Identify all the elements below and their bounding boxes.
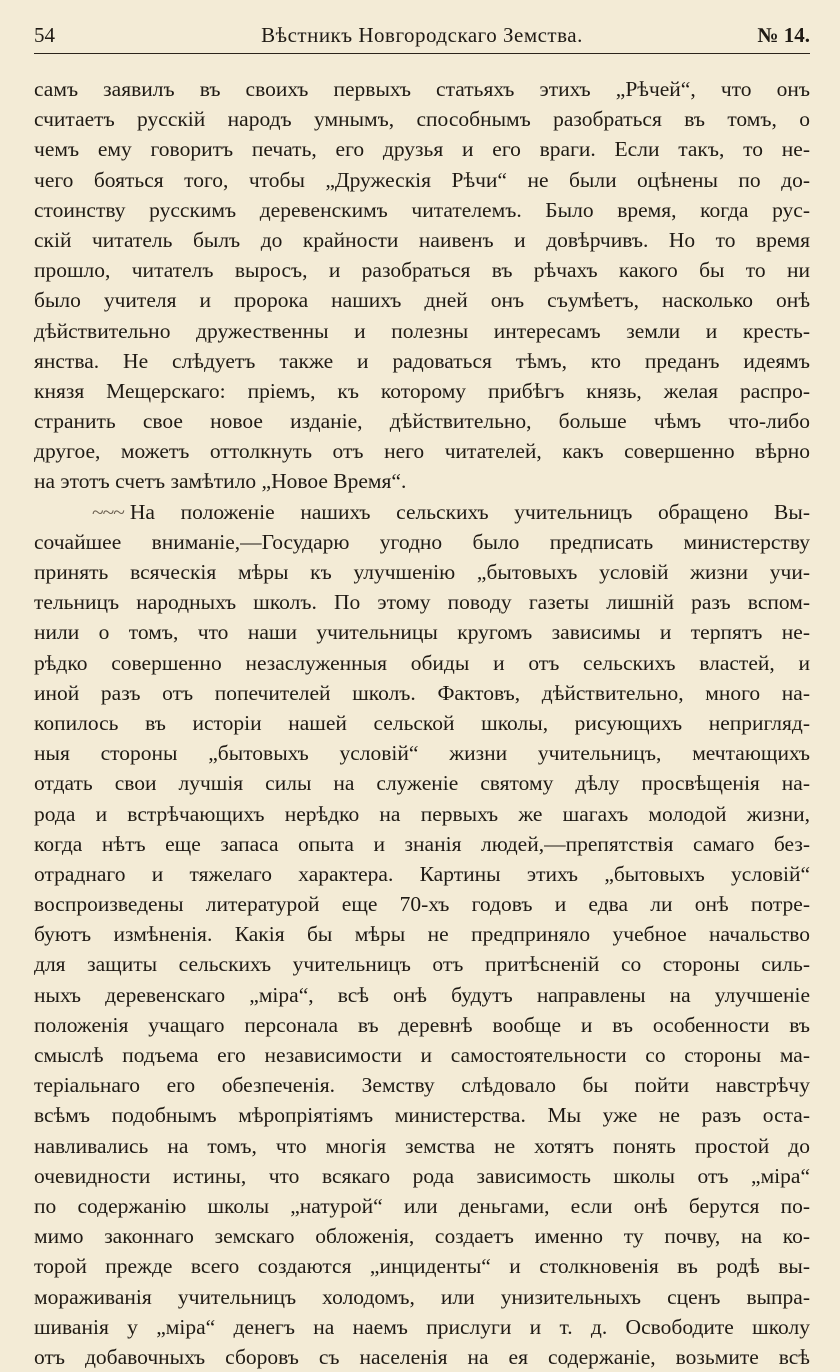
- text-line: другое, можетъ оттолкнуть отъ него читателей, какъ совершенно вѣрно: [34, 439, 810, 464]
- text-line: ныхъ деревенскаго „міра“, всѣ онѣ будутъ направлены на улучшеніе: [34, 982, 810, 1007]
- text-line: принять всяческія мѣры къ улучшенію „бытовыхъ условій жизни учи-: [34, 560, 810, 584]
- text-line: чемъ ему говоритъ печать, его друзья и его враги. Если такъ, то не-: [34, 137, 810, 162]
- article-text: [34, 74, 810, 1372]
- text-line: мораживанія учительницъ холодомъ, или унизительныхъ сценъ выпра-: [34, 1284, 810, 1309]
- text-line: чего бояться того, чтобы „Дружескія Рѣчи“ не были оцѣнены по до-: [34, 167, 810, 192]
- text-line: иной разъ отъ попечителей школъ. Фактовъ, дѣйствительно, много на-: [34, 680, 810, 705]
- text-line: положенія учащаго персонала въ деревнѣ вообще и въ особенности въ: [34, 1012, 810, 1037]
- text-line: на этотъ счетъ замѣтило „Новое Время“.: [34, 469, 407, 494]
- text-line: янства. Не слѣдуетъ также и радоваться тѣмъ, кто преданъ идеямъ: [34, 348, 810, 373]
- text-line: смыслѣ подъема его независимости и самостоятельности со стороны ма-: [34, 1043, 810, 1067]
- text-line: когда нѣтъ еще запаса опыта и знанія людей,—препятствія самаго без-: [34, 831, 810, 856]
- text-line: было учителя и пророка нашихъ дней онъ съумѣетъ, насколько онѣ: [34, 288, 810, 313]
- text-line: отъ добавочныхъ сборовъ съ населенія на ея содержаніе, возьмите всѣ: [34, 1344, 810, 1369]
- text-line-content: На положеніе нашихъ сельскихъ учительницъ обращено Вы-: [129, 499, 810, 524]
- text-line: рѣдко совершенно незаслуженныя обиды и отъ сельскихъ властей, и: [34, 650, 810, 675]
- text-line: считаетъ русскій народъ умнымъ, способнымъ разобраться въ томъ, о: [34, 107, 810, 132]
- issue-number: № 14.: [757, 23, 810, 47]
- text-line: самъ заявилъ въ своихъ первыхъ статьяхъ этихъ „Рѣчей“, что онъ: [34, 77, 810, 101]
- text-line: очевидности истины, что всякаго рода зависимость школы отъ „міра“: [34, 1163, 810, 1188]
- text-line: навливались на томъ, что многія земства не хотятъ понять простой до: [34, 1133, 810, 1158]
- text-line: прошло, читателъ выросъ, и разобраться въ рѣчахъ какого бы то ни: [34, 258, 810, 283]
- text-line: шиванія у „міра“ денегъ на наемъ прислуги и т. д. Освободите школу: [34, 1314, 810, 1339]
- text-line: дѣйствительно дружественны и полезны интересамъ земли и кресть-: [34, 318, 810, 343]
- text-line: ныя стороны „бытовыхъ условій“ жизни учительницъ, мечтающихъ: [34, 741, 810, 766]
- text-line: сочайшее вниманіе,—Государю угодно было предписать министерству: [34, 529, 810, 554]
- text-line: рода и встрѣчающихъ нерѣдко на первыхъ же шагахъ молодой жизни,: [34, 801, 810, 826]
- text-line: торой прежде всего создаются „инциденты“ и столкновенія въ родѣ вы-: [34, 1254, 810, 1279]
- header-rule: [34, 53, 810, 54]
- text-line: мимо законнаго земскаго обложенія, создаетъ именно ту почву, на ко-: [34, 1224, 810, 1249]
- text-line: странить свое новое изданіе, дѣйствительно, больше чѣмъ что-либо: [34, 409, 810, 434]
- text-line: копилось въ исторіи нашей сельской школы, рисующихъ непригляд-: [34, 710, 810, 735]
- text-line: теріальнаго его обезпеченія. Земству слѣдовало бы пойти навстрѣчу: [34, 1073, 810, 1098]
- text-line: нили о томъ, что наши учительницы кругомъ зависимы и терпятъ не-: [34, 620, 810, 645]
- text-line: буютъ измѣненія. Какія бы мѣры не предприняло учебное начальство: [34, 922, 810, 947]
- text-line: отдать свои лучшія силы на служеніе святому дѣлу просвѣщенія на-: [34, 771, 810, 796]
- text-line: всѣмъ подобнымъ мѣропріятіямъ министерства. Мы уже не разъ оста-: [34, 1103, 810, 1128]
- text-line: воспроизведены литературой еще 70-хъ годовъ и едва ли онѣ потре-: [34, 892, 810, 917]
- text-line: стоинству русскимъ деревенскимъ читателемъ. Было время, когда рус-: [34, 197, 810, 222]
- text-line: тельницъ народныхъ школъ. По этому поводу газеты лишній разъ вспом-: [34, 590, 810, 615]
- page-number: 54: [34, 23, 55, 47]
- text-line: по содержанію школы „натурой“ или деньгами, если онѣ берутся по-: [34, 1193, 810, 1218]
- paragraph-mark: ~~~: [92, 499, 124, 524]
- journal-title: Вѣстникъ Новгородскаго Земства.: [261, 23, 583, 47]
- text-line-first: [34, 497, 810, 527]
- text-line: князя Мещерскаго: пріемъ, къ которому прибѣгъ князь, желая распро-: [34, 378, 810, 403]
- text-line: для защиты сельскихъ учительницъ отъ притѣсненій со стороны силь-: [34, 952, 810, 977]
- text-line: скій читатель былъ до крайности наивенъ и довѣрчивъ. Но то время: [34, 227, 810, 252]
- text-line: отраднаго и тяжелаго характера. Картины этихъ „бытовыхъ условій“: [34, 861, 810, 886]
- page-header: [34, 22, 810, 48]
